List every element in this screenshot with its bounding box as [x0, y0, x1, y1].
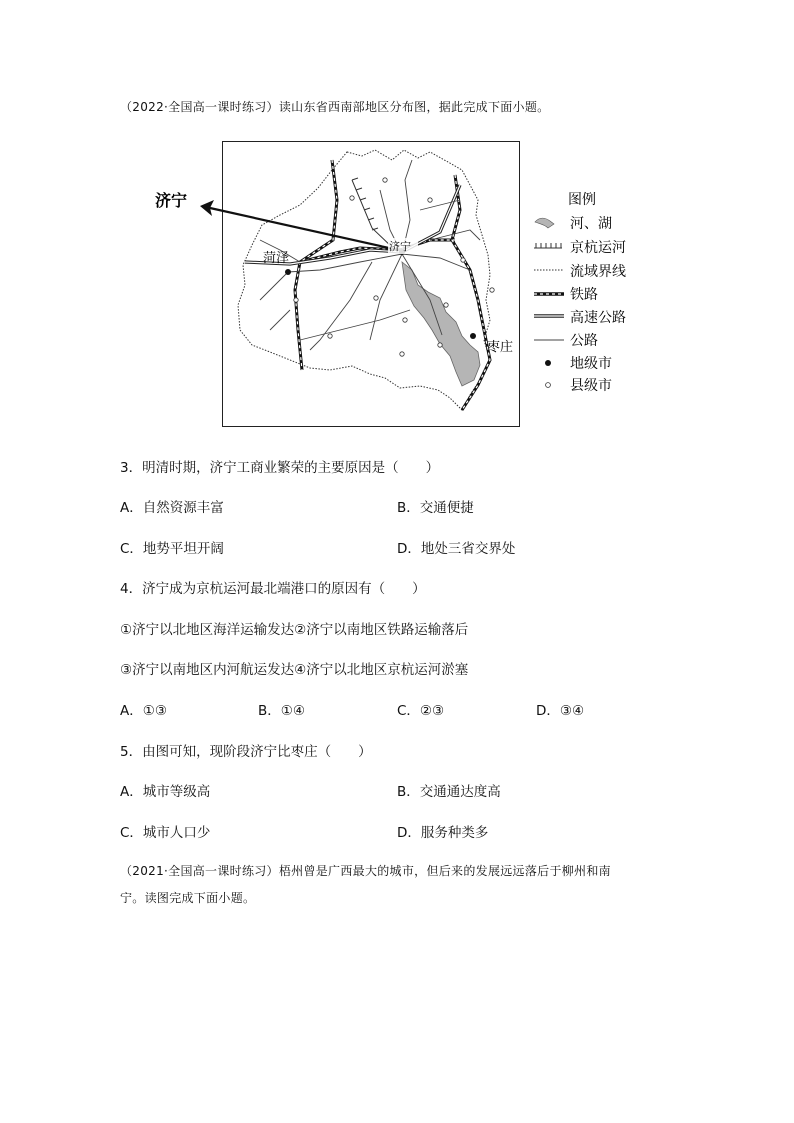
- legend-lake-icon: [535, 218, 554, 228]
- q5-option-b[interactable]: B．交通通达度高: [397, 784, 501, 800]
- q4-statements-2: ③济宁以南地区内河航运发达④济宁以北地区京杭运河淤塞: [120, 662, 469, 678]
- q3-stem: 3．明清时期，济宁工商业繁荣的主要原因是（ ）: [120, 460, 440, 476]
- q4-option-c[interactable]: C．②③: [397, 703, 445, 719]
- q4-stem: 4．济宁成为京杭运河最北端港口的原因有（ ）: [120, 581, 426, 597]
- intro-text: （2022·全国高一课时练习）读山东省西南部地区分布图，据此完成下面小题。: [120, 100, 550, 114]
- q5-option-d[interactable]: D．服务种类多: [397, 825, 489, 841]
- q3-option-d[interactable]: D．地处三省交界处: [397, 541, 516, 557]
- svg-text:地级市: 地级市: [570, 356, 612, 372]
- svg-text:河、湖: 河、湖: [570, 216, 612, 232]
- pointer-arrow: [210, 208, 398, 250]
- svg-text:公路: 公路: [570, 333, 598, 349]
- q4-statements-1: ①济宁以北地区海洋运输发达②济宁以南地区铁路运输落后: [120, 622, 469, 638]
- arrow-label: 济宁: [155, 191, 188, 210]
- region-boundary: [238, 150, 490, 410]
- legend-title: 图例: [568, 192, 596, 208]
- q3-option-a[interactable]: A．自然资源丰富: [120, 500, 224, 516]
- q3-option-c[interactable]: C．地势平坦开阔: [120, 541, 224, 557]
- label-zaozhuang: 枣庄: [487, 340, 514, 355]
- svg-text:县级市: 县级市: [570, 378, 612, 394]
- label-heze: 菏泽: [263, 251, 290, 266]
- q5-option-a[interactable]: A．城市等级高: [120, 784, 211, 800]
- map-legend: [532, 188, 652, 398]
- svg-text:铁路: 铁路: [570, 287, 598, 303]
- regional-map: [0, 0, 794, 440]
- svg-text:高速公路: 高速公路: [570, 310, 626, 326]
- lake: [402, 262, 480, 386]
- label-jining: 济宁: [389, 240, 411, 253]
- q4-option-a[interactable]: A．①③: [120, 703, 167, 719]
- q5-stem: 5．由图可知，现阶段济宁比枣庄（ ）: [120, 744, 372, 760]
- q4-option-b[interactable]: B．①④: [258, 703, 305, 719]
- intro2-line2: 宁。读图完成下面小题。: [120, 891, 256, 905]
- svg-text:流域界线: 流域界线: [570, 264, 626, 280]
- svg-text:京杭运河: 京杭运河: [570, 240, 626, 256]
- county-towns: [294, 178, 494, 356]
- q3-option-b[interactable]: B．交通便捷: [397, 500, 474, 516]
- q4-option-d[interactable]: D．③④: [536, 703, 585, 719]
- intro2-line1: （2021·全国高一课时练习）梧州曾是广西最大的城市，但后来的发展远远落后于柳州和南: [120, 864, 611, 878]
- q5-option-c[interactable]: C．城市人口少: [120, 825, 211, 841]
